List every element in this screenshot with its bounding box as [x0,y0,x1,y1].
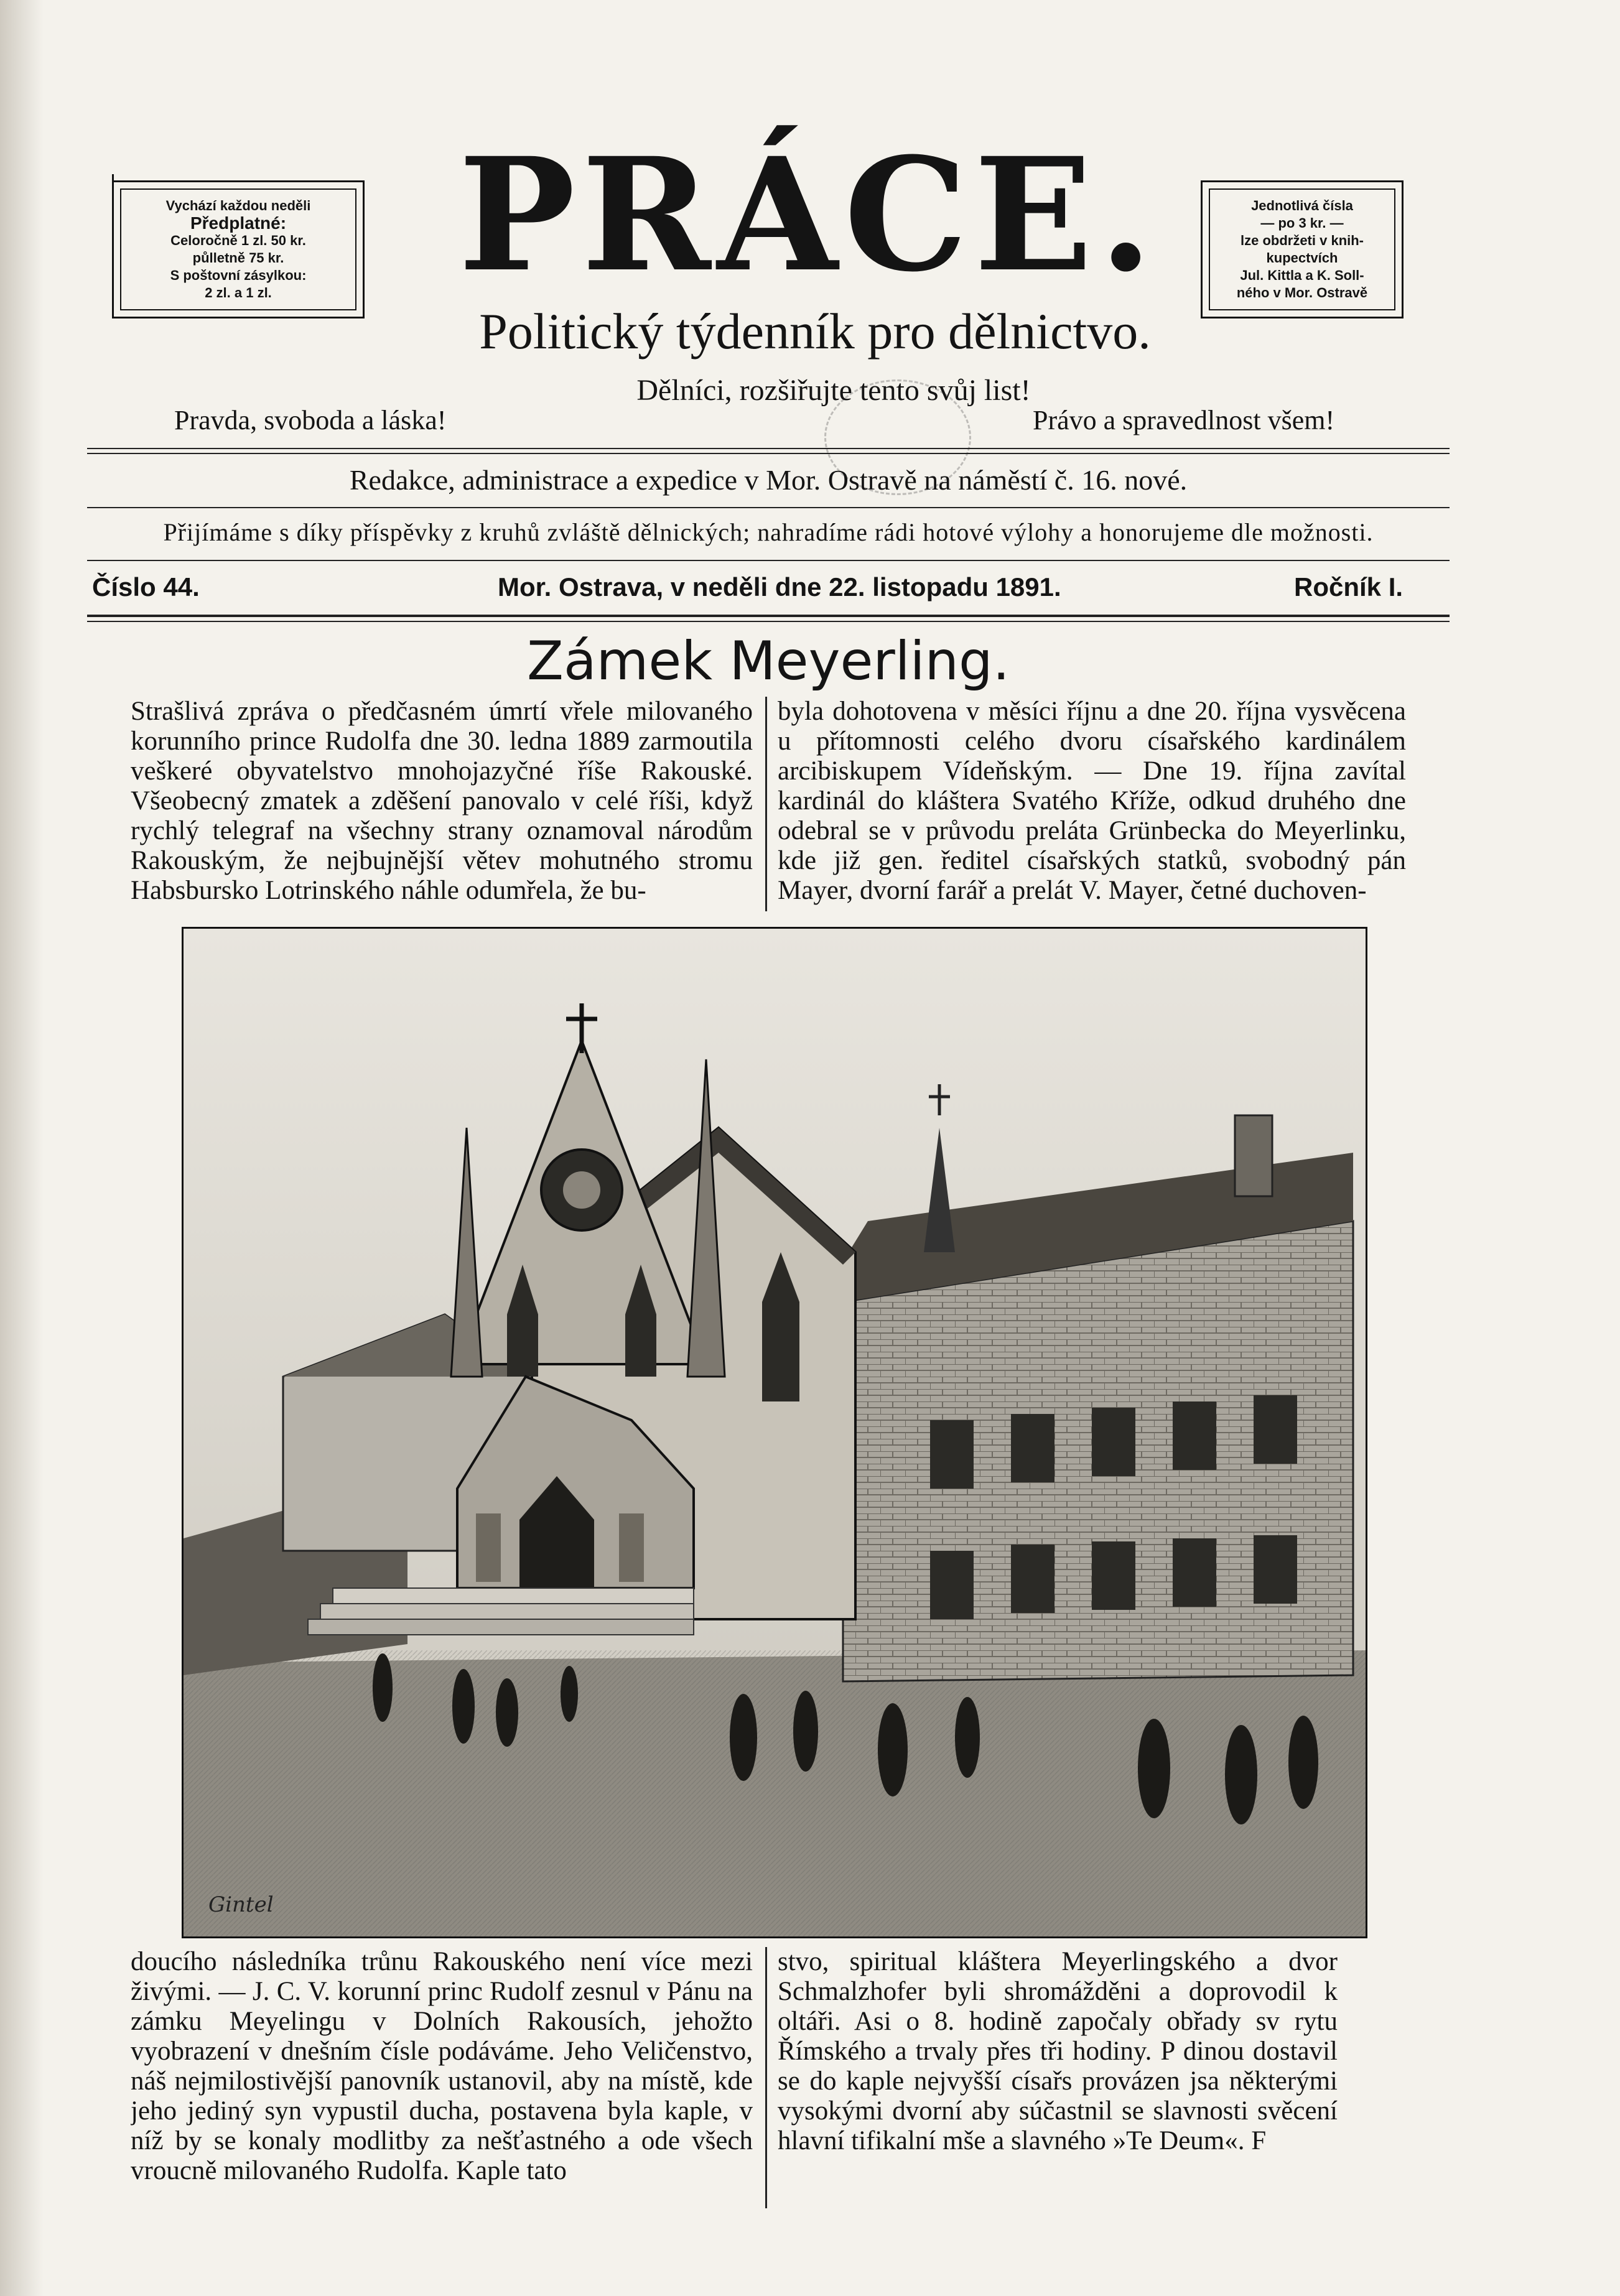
subscription-heading: Předplatné: [190,213,287,233]
address-line: Redakce, administrace a expedice v Mor. Ostravě na náměstí č. 16. nové. [349,464,1188,496]
newspaper-page [87,75,1450,2239]
statue-niche [619,1513,644,1582]
issue-number: Číslo 44. [92,572,200,602]
motto-right: Právo a spravedlnost všem! [1033,405,1335,435]
issue-row [87,572,1450,610]
chapel-steps [308,1588,694,1635]
issue-date: Mor. Ostrava, v neděli dne 22. listopadu 1891. [498,572,1061,602]
rule [87,560,1450,561]
slogan: Dělníci, rozšiřujte tento svůj list! [636,374,1031,407]
rose-window-center [563,1171,600,1209]
subscription-line: Celoročně 1 zl. 50 kr. [170,233,306,248]
rule [87,453,1450,454]
motto-left: Pravda, svoboda a láska! [174,405,447,435]
rule [87,615,1450,617]
masthead-title: PRÁCE. [458,123,1160,306]
article-column-1-bottom: doucího následníka trůnu Rakouského není více mezi živými. — J. C. V. korunní princ Rudolf zesnul v Pánu na zámku Meyelingu v Dolních Rakousích, jehožto vyobrazení v dnešním čísle podáváme. Jeho Veličenstvo, náš nejmilostivější panovník ustanovil, aby na místě, kde jeho jediný syn vypustil ducha, postavena byla kaple, v níž by se konaly modlitby za nešťastného a ode všech vroucně milovaného Rudolfa. Kaple tato [131,1947,753,2185]
courtyard-shading [184,1650,1366,1936]
rule [87,507,1450,508]
engraver-signature: Gintel [208,1892,274,1917]
column-divider [765,697,767,911]
rule [87,448,1450,449]
masthead-subtitle: Politický týdenník pro dělnictvo. [479,303,1151,360]
issue-volume: Ročník I. [1294,572,1404,602]
single-issue-line: lze obdržeti v knih- [1240,233,1364,248]
article-column-2-top: byla dohotovena v měsíci říjnu a dne 20. října vysvěcena u přítomnosti celého dvoru císařského kardinálem arcibiskupem Vídeňským. — Dne 19. října zavítal kardinál do kláštera Svatého Kříže, odkud druhého dne odebral se v průvodu preláta Grünbecka do Meyerlinku, kde již gen. ředitel císařských statků, svobodný pán Mayer, dvorní farář a prelát V. Mayer, četné duchoven- [778,697,1406,905]
chimney [1235,1115,1272,1196]
article-column-2-bottom: stvo, spiritual kláštera Meyerlingského a dvor Schmalzhofer byli shromážděni a doprovodil k oltáři. Asi o 8. hodině započaly obřady sv rytu Římského a trvaly přes tři hodiny. P dinou dostavil se do kaple nejvyšší císařs provázen jsa některými vysokými dvorní aby súčastnil se slavnosti svěcení hlavní tifikalní mše a slavného »Te Deum«. F [778,1947,1338,2155]
subscription-line: půlletně 75 kr. [192,250,284,266]
single-issue-box [1201,180,1404,318]
article-title: Zámek Meyerling. [527,630,1010,692]
single-issue-line: kupectvích [1266,250,1338,266]
subscription-line: 2 zl. a 1 zl. [205,285,272,300]
column-divider [765,1947,767,2208]
article-column-1-top: Strašlivá zpráva o předčasném úmrtí vřele milovaného korunního prince Rudolfa dne 30. ledna 1889 zarmoutila veškeré obyvatelstvo mnohojazyčné říše Rakouské. Všeobecný zmatek a zděšení panovalo v celé říši, když rychlý telegraf na všechny strany oznamoval národům Rakouským, že nejbujnější větev mohutného stromu Habsbursko Lotrinského náhle odumřela, že bu- [131,697,753,905]
notice-line: Přijímáme s díky příspěvky z kruhů zvláště dělnických; nahradíme rádi hotové výlohy a honorujeme dle možnosti. [163,518,1374,546]
single-issue-line: — po 3 kr. — [1260,215,1344,231]
single-issue-line: Jul. Kittla a K. Soll- [1240,267,1364,283]
chapel-engraving [184,929,1366,1936]
meyerling-illustration [182,927,1367,1938]
scan-edge [0,0,44,2296]
single-issue-line: ného v Mor. Ostravě [1236,285,1368,300]
subscription-line: S poštovní zásylkou: [170,267,307,283]
single-issue-heading: Jednotlivá čísla [1251,198,1353,213]
subscription-line: Vychází každou neděli [165,198,311,213]
subscription-box [112,180,365,318]
rule [87,621,1450,622]
statue-niche [476,1513,501,1582]
